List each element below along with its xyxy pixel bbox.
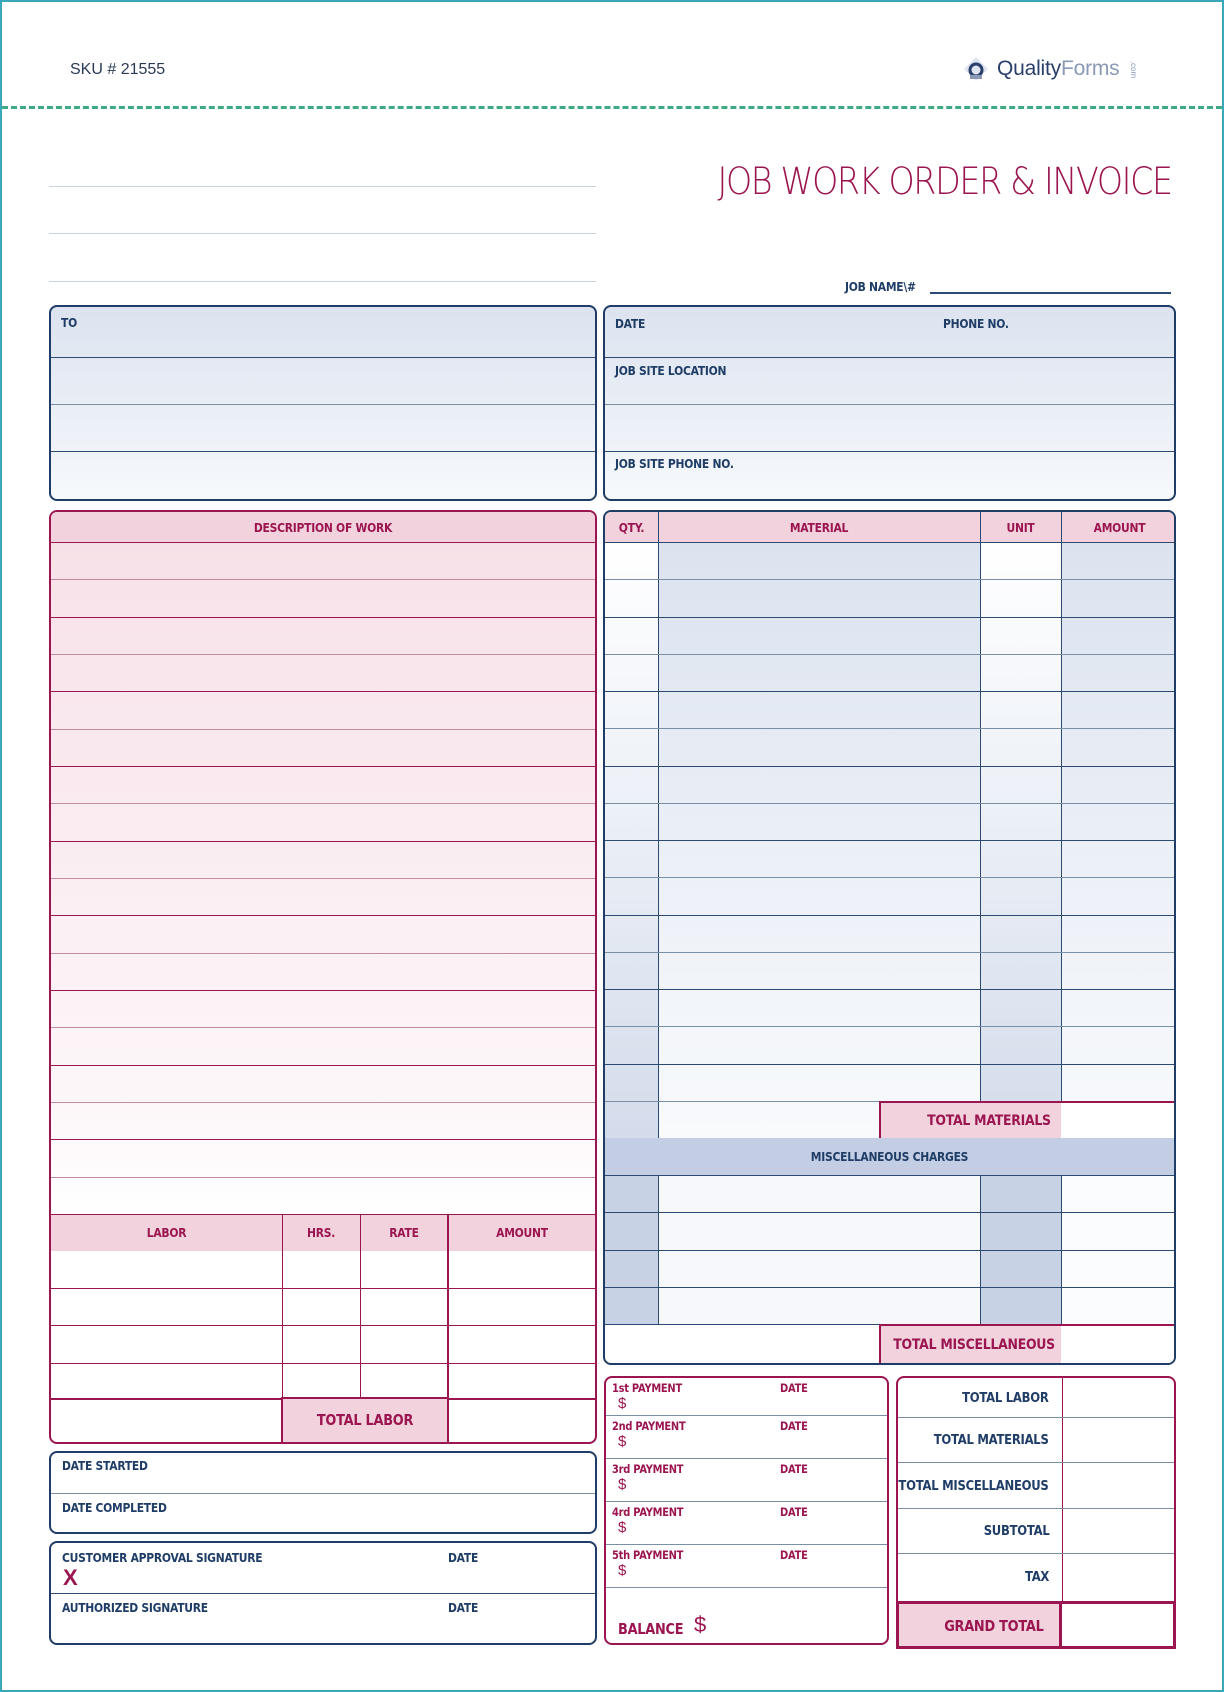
labor-col-divider	[360, 1214, 361, 1398]
totals-row-label: TOTAL MATERIALS	[934, 1432, 1049, 1448]
signature-box	[49, 1541, 597, 1645]
totals-box	[896, 1376, 1176, 1606]
description-row[interactable]	[51, 617, 595, 618]
payment-row[interactable]	[606, 1544, 887, 1587]
company-line-3[interactable]	[49, 281, 596, 282]
description-row[interactable]	[51, 1102, 595, 1103]
description-header	[51, 512, 595, 542]
job-site-phone-label: JOB SITE PHONE NO.	[615, 456, 734, 471]
description-row[interactable]	[51, 542, 595, 543]
total-labor-cell	[281, 1397, 449, 1444]
payment-date-label: DATE	[780, 1419, 808, 1433]
materials-col-divider	[980, 512, 981, 1101]
payment-label: 3rd PAYMENT	[612, 1462, 684, 1476]
material-row[interactable]	[605, 1064, 1174, 1065]
total-misc-label: TOTAL MISCELLANEOUS	[893, 1337, 1055, 1353]
info-divider	[605, 451, 1174, 452]
materials-col-divider	[1061, 512, 1062, 1101]
payment-row[interactable]	[606, 1415, 887, 1458]
phone-label: PHONE NO.	[943, 316, 1009, 331]
hrs-col-header: HRS.	[306, 1225, 336, 1240]
logo-brand-accent: Forms	[1060, 57, 1120, 80]
labor-row[interactable]	[51, 1363, 595, 1364]
quality-forms-logo-icon	[963, 56, 989, 82]
payment-label: 4rd PAYMENT	[612, 1505, 684, 1519]
payment-date-label: DATE	[780, 1381, 808, 1395]
misc-header	[605, 1138, 1174, 1175]
signature-divider	[51, 1593, 595, 1594]
description-labor-box	[49, 510, 597, 1444]
misc-header-label: MISCELLANEOUS CHARGES	[810, 1149, 969, 1164]
total-materials-cell	[879, 1101, 1063, 1140]
payment-label: 5th PAYMENT	[612, 1548, 684, 1562]
description-row[interactable]	[51, 691, 595, 692]
payment-currency: $	[618, 1562, 627, 1579]
to-line-2[interactable]	[51, 357, 595, 404]
material-row[interactable]	[605, 989, 1174, 990]
to-box	[49, 305, 597, 501]
info-divider	[605, 357, 1174, 358]
materials-box	[603, 510, 1176, 1365]
company-line-2[interactable]	[49, 233, 596, 234]
payment-row[interactable]	[606, 1501, 887, 1544]
customer-signature-date-label: DATE	[448, 1550, 479, 1565]
total-materials-label: TOTAL MATERIALS	[927, 1113, 1051, 1129]
material-row[interactable]	[605, 542, 1174, 543]
materials-col-divider	[658, 512, 659, 1138]
company-line-1[interactable]	[49, 186, 596, 187]
labor-col-divider	[282, 1214, 283, 1398]
material-row[interactable]	[605, 803, 1174, 804]
balance-divider	[606, 1587, 887, 1588]
date-started-label: DATE STARTED	[62, 1458, 148, 1473]
signature-x-mark: X	[63, 1565, 78, 1590]
material-row[interactable]	[605, 617, 1174, 618]
grand-total-amount-field[interactable]	[1059, 1601, 1176, 1649]
description-row[interactable]	[51, 878, 595, 879]
total-misc-amount-field[interactable]	[1061, 1324, 1176, 1365]
payment-currency: $	[618, 1395, 627, 1412]
grand-total-label: GRAND TOTAL	[944, 1617, 1044, 1635]
totals-row-label: TAX	[1024, 1568, 1049, 1585]
labor-row[interactable]	[51, 1325, 595, 1326]
tear-line	[2, 106, 1222, 109]
totals-row[interactable]	[898, 1378, 1174, 1417]
logo-text	[997, 57, 1119, 81]
totals-row-label: TOTAL LABOR	[962, 1389, 1049, 1406]
job-name-field[interactable]	[930, 292, 1171, 294]
total-materials-amount-field[interactable]	[1061, 1101, 1176, 1140]
total-labor-amount-field[interactable]	[449, 1400, 595, 1442]
job-site-location-label: JOB SITE LOCATION	[615, 363, 727, 378]
total-labor-label: TOTAL LABOR	[316, 1411, 414, 1429]
balance-label	[618, 1620, 683, 1638]
info-divider	[605, 404, 1174, 405]
total-misc-cell	[879, 1324, 1063, 1365]
payment-currency: $	[618, 1433, 627, 1450]
material-row[interactable]	[605, 840, 1174, 841]
totals-row[interactable]	[898, 1553, 1174, 1599]
date-label: DATE	[615, 316, 646, 331]
material-row[interactable]	[605, 877, 1174, 878]
description-row[interactable]	[51, 579, 595, 580]
labor-grid	[51, 1214, 595, 1398]
description-header-label: DESCRIPTION OF WORK	[253, 520, 393, 535]
qty-col-header: QTY.	[618, 520, 645, 535]
description-row[interactable]	[51, 766, 595, 767]
payment-date-label: DATE	[780, 1505, 808, 1519]
description-row[interactable]	[51, 990, 595, 991]
job-info-box	[603, 305, 1176, 501]
date-completed-label: DATE COMPLETED	[62, 1500, 167, 1515]
description-row[interactable]	[51, 803, 595, 804]
misc-row[interactable]	[605, 1175, 1174, 1176]
payment-label: 2nd PAYMENT	[612, 1419, 686, 1433]
quality-forms-logo	[963, 56, 1143, 82]
material-row[interactable]	[605, 915, 1174, 916]
payment-label: 1st PAYMENT	[612, 1381, 682, 1395]
description-row[interactable]	[51, 654, 595, 655]
materials-grid	[605, 512, 1174, 1138]
to-label: TO	[61, 315, 77, 330]
amount-col-header: AMOUNT	[1093, 520, 1146, 535]
logo-brand-main: Quality	[997, 57, 1061, 80]
misc-row[interactable]	[605, 1212, 1174, 1213]
form-title: JOB WORK ORDER & INVOICE	[717, 160, 1172, 203]
material-row[interactable]	[605, 766, 1174, 767]
totals-row[interactable]	[898, 1417, 1174, 1462]
payment-date-label: DATE	[780, 1462, 808, 1476]
material-row[interactable]	[605, 579, 1174, 580]
description-row[interactable]	[51, 915, 595, 916]
sku-number: SKU # 21555	[70, 61, 166, 78]
grand-total-cell	[896, 1601, 1062, 1649]
rate-col-header: RATE	[389, 1225, 419, 1240]
authorized-signature-date-label: DATE	[448, 1600, 479, 1615]
logo-suffix: .com	[1129, 60, 1139, 78]
to-line-3[interactable]	[51, 404, 595, 451]
totals-row[interactable]	[898, 1508, 1174, 1553]
description-row[interactable]	[51, 1177, 595, 1178]
payment-currency: $	[618, 1519, 627, 1536]
material-col-header: MATERIAL	[789, 520, 849, 535]
labor-col-header: LABOR	[146, 1225, 187, 1240]
totals-row[interactable]	[898, 1462, 1174, 1508]
description-row[interactable]	[51, 841, 595, 842]
labor-row[interactable]	[51, 1288, 595, 1289]
payment-row[interactable]	[606, 1378, 887, 1415]
dates-divider	[51, 1493, 595, 1494]
balance-currency: $	[694, 1612, 707, 1637]
dates-box	[49, 1451, 597, 1534]
description-row[interactable]	[51, 953, 595, 954]
payment-currency: $	[618, 1476, 627, 1493]
payment-date-label: DATE	[780, 1548, 808, 1562]
payments-box	[604, 1376, 889, 1645]
material-row[interactable]	[605, 952, 1174, 953]
misc-row[interactable]	[605, 1250, 1174, 1251]
description-row[interactable]	[51, 1139, 595, 1140]
totals-row-label: SUBTOTAL	[983, 1523, 1049, 1539]
labor-amount-col-header: AMOUNT	[496, 1225, 548, 1240]
misc-grid	[605, 1175, 1174, 1325]
balance-text: BALANCE	[618, 1620, 684, 1638]
description-row[interactable]	[51, 1065, 595, 1066]
description-row[interactable]	[51, 1027, 595, 1028]
labor-col-divider	[447, 1214, 449, 1398]
material-row[interactable]	[605, 1026, 1174, 1027]
payment-row[interactable]	[606, 1458, 887, 1501]
to-line-4[interactable]	[51, 451, 595, 498]
misc-row[interactable]	[605, 1287, 1174, 1288]
job-name-label: JOB NAME\#	[845, 279, 916, 294]
material-row[interactable]	[605, 691, 1174, 692]
material-row[interactable]	[605, 654, 1174, 655]
authorized-signature-label: AUTHORIZED SIGNATURE	[62, 1600, 208, 1615]
description-row[interactable]	[51, 729, 595, 730]
unit-col-header: UNIT	[1006, 520, 1035, 535]
customer-signature-label: CUSTOMER APPROVAL SIGNATURE	[62, 1550, 263, 1565]
totals-row-label: TOTAL MISCELLANEOUS	[898, 1477, 1049, 1494]
material-row[interactable]	[605, 728, 1174, 729]
